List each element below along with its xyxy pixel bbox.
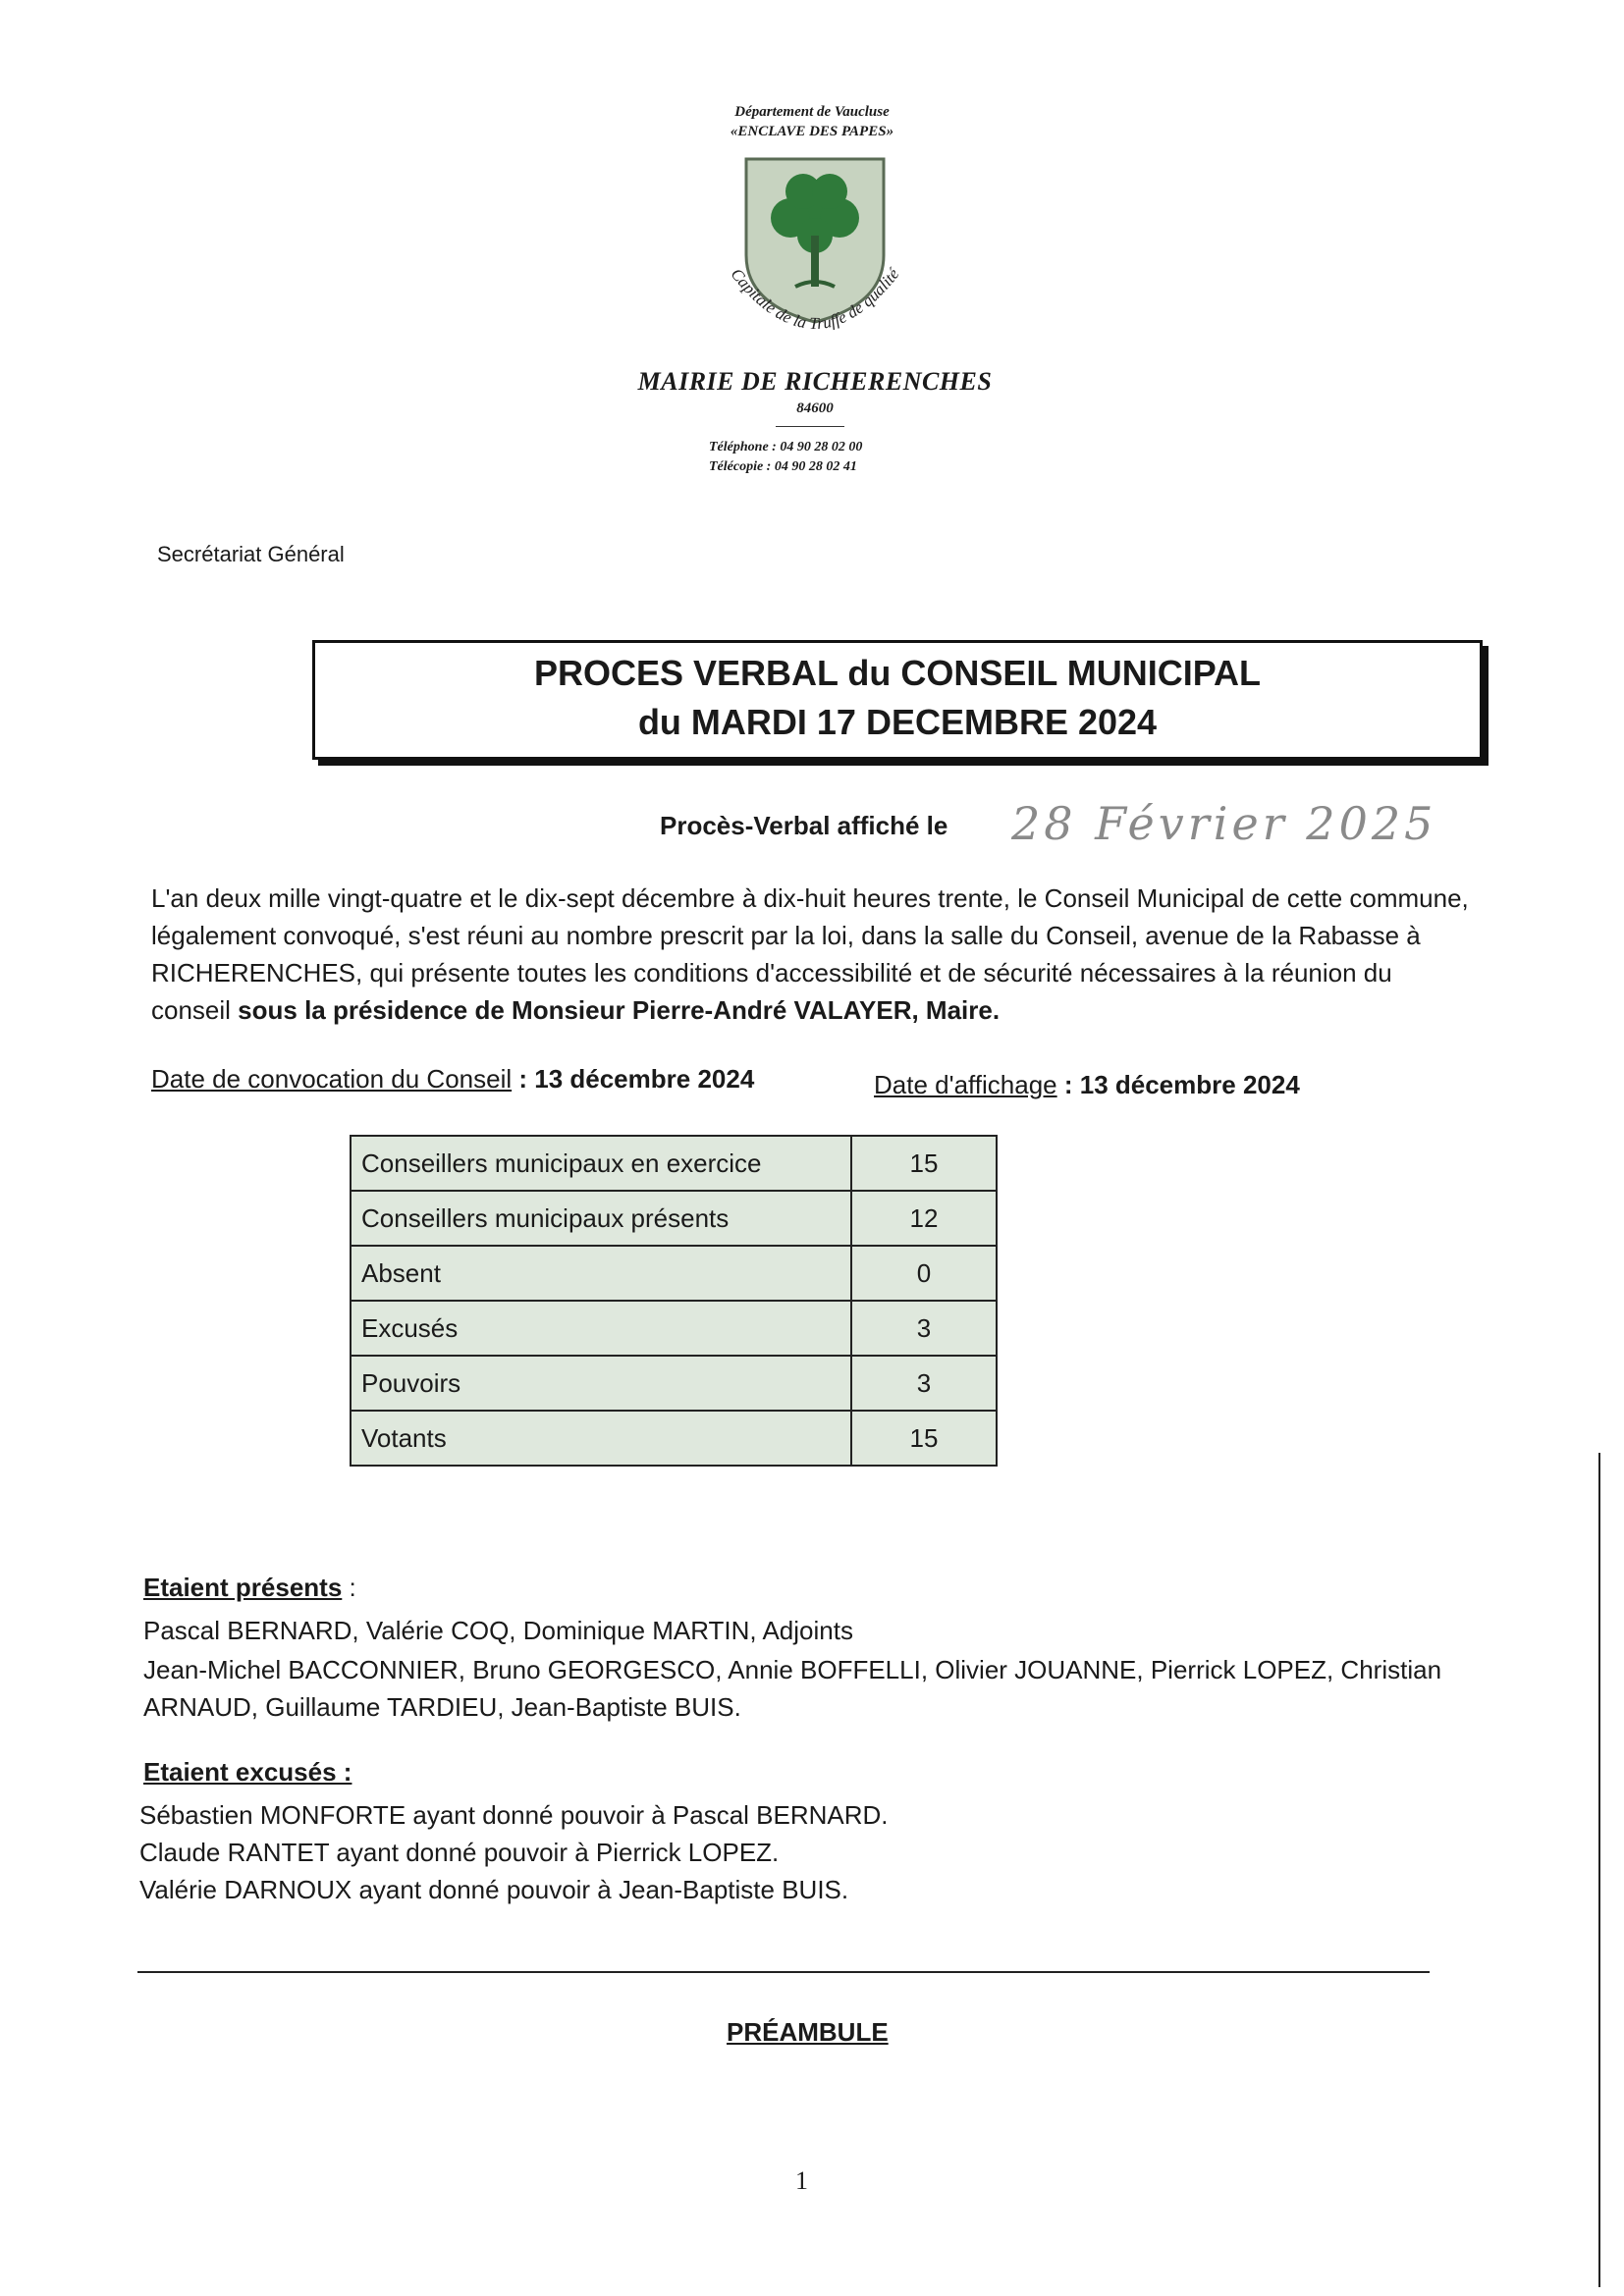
stat-value: 0: [851, 1246, 997, 1301]
table-row: [351, 1191, 997, 1246]
presents-colon: :: [342, 1573, 356, 1602]
preambule-heading: PRÉAMBULE: [727, 2017, 889, 2047]
intro-bold: sous la présidence de Monsieur Pierre-André VALAYER, Maire.: [238, 995, 1001, 1025]
title-box: [312, 640, 1483, 760]
convocation-date: [151, 1064, 754, 1095]
enclave-name: «ENCLAVE DES PAPES»: [730, 124, 894, 139]
mairie-title: MAIRIE DE RICHERENCHES: [637, 367, 993, 396]
presents-heading-text: Etaient présents: [143, 1573, 343, 1602]
convocation-value: : 13 décembre 2024: [512, 1064, 755, 1094]
department-name: Département de Vaucluse: [734, 104, 890, 120]
table-row: [351, 1301, 997, 1356]
excuses-line-3: Valérie DARNOUX ayant donné pouvoir à Jean-Baptiste BUIS.: [139, 1875, 849, 1904]
title-line-2: du MARDI 17 DECEMBRE 2024: [637, 702, 1158, 742]
presents-heading: [143, 1573, 356, 1603]
stat-value: 15: [851, 1411, 997, 1466]
telephone: Téléphone : 04 90 28 02 00: [709, 440, 863, 454]
coat-of-arms-logo: [687, 147, 943, 363]
scan-edge-line: [1598, 1453, 1600, 2287]
affichage-date: [874, 1070, 1300, 1100]
affichage-date-label: Date d'affichage: [874, 1070, 1057, 1099]
convocation-label: Date de convocation du Conseil: [151, 1064, 513, 1094]
table-row: [351, 1136, 997, 1191]
page-number: 1: [795, 2166, 808, 2195]
intro-text: L'an deux mille vingt-quatre et le dix-sept décembre à dix-huit heures trente, le Conseil Municipal de cette commune, légalement convoqué, s'est réuni au nombre prescrit par la loi, dans la salle du Conseil, avenue de la Rabasse à RICHERENCHES, qui présente toutes les conditions d'accessibilité et de sécurité nécessaires à la réunion du conseil: [151, 883, 1469, 1025]
excuses-line-1: Sébastien MONFORTE ayant donné pouvoir à Pascal BERNARD.: [139, 1800, 889, 1830]
table-row: [351, 1356, 997, 1411]
table-row: [351, 1411, 997, 1466]
telecopie: Télécopie : 04 90 28 02 41: [709, 459, 857, 474]
affichage-label: Procès-Verbal affiché le: [660, 811, 948, 840]
secretariat-label: Secrétariat Général: [157, 542, 345, 566]
stat-label: Conseillers municipaux en exercice: [351, 1136, 851, 1191]
stat-value: 3: [851, 1301, 997, 1356]
stat-value: 15: [851, 1136, 997, 1191]
header-divider: [776, 426, 844, 427]
excuses-heading: Etaient excusés :: [143, 1757, 352, 1787]
presents-line-2: Jean-Michel BACCONNIER, Bruno GEORGESCO, Annie BOFFELLI, Olivier JOUANNE, Pierrick LOPEZ, Christian: [143, 1655, 1442, 1684]
affichage-date-value: : 13 décembre 2024: [1056, 1070, 1300, 1099]
stat-label: Votants: [351, 1411, 851, 1466]
presents-line-3: ARNAUD, Guillaume TARDIEU, Jean-Baptiste BUIS.: [143, 1692, 741, 1722]
presents-line-1: Pascal BERNARD, Valérie COQ, Dominique MARTIN, Adjoints: [143, 1616, 853, 1645]
excuses-line-2: Claude RANTET ayant donné pouvoir à Pierrick LOPEZ.: [139, 1838, 780, 1867]
stat-label: Pouvoirs: [351, 1356, 851, 1411]
intro-paragraph: [151, 880, 1477, 1029]
title-line-1: PROCES VERBAL du CONSEIL MUNICIPAL: [533, 653, 1262, 693]
section-divider: [137, 1971, 1430, 1973]
stat-label: Absent: [351, 1246, 851, 1301]
table-row: [351, 1246, 997, 1301]
stat-value: 3: [851, 1356, 997, 1411]
handwritten-date: 28 Février 2025: [1011, 797, 1437, 850]
stat-label: Excusés: [351, 1301, 851, 1356]
council-stats-table: [350, 1135, 998, 1467]
motto-text: Capitale de la Truffe de qualité: [727, 264, 903, 334]
postal-code: 84600: [796, 400, 834, 416]
stat-value: 12: [851, 1191, 997, 1246]
stat-label: Conseillers municipaux présents: [351, 1191, 851, 1246]
